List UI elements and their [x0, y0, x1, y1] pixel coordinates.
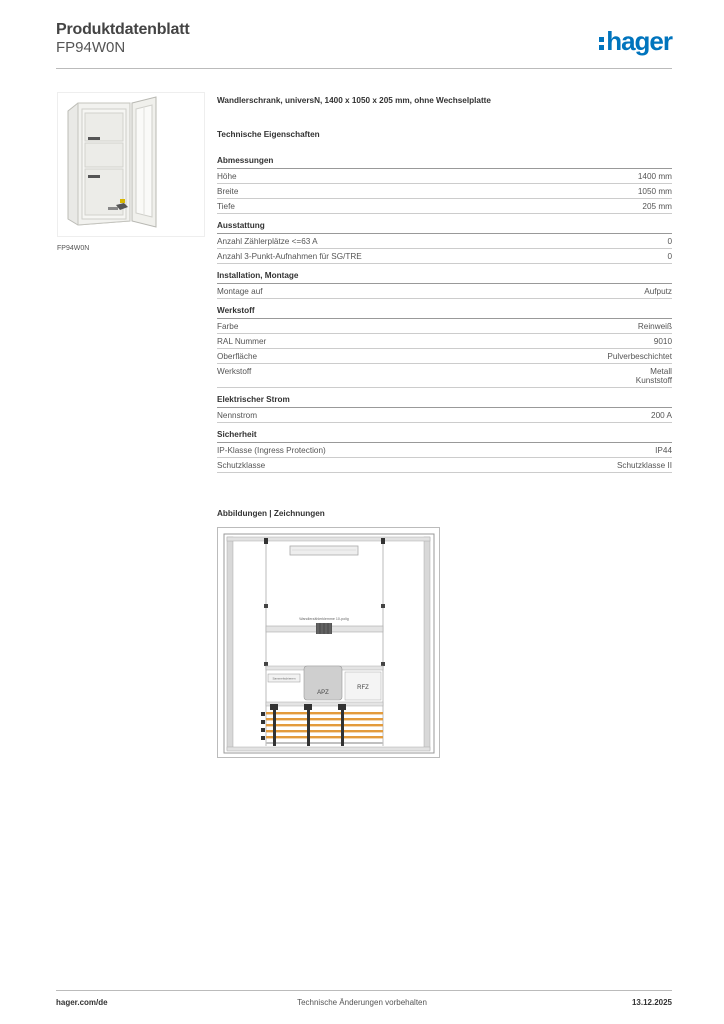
- spec-label: Farbe: [217, 322, 239, 331]
- logo-text: hager: [606, 26, 672, 56]
- spec-section: [217, 221, 672, 264]
- section-title: Werkstoff: [217, 306, 672, 319]
- spec-label: Montage auf: [217, 287, 263, 296]
- drawing-label-apz: APZ: [317, 690, 329, 696]
- technical-data: [217, 96, 672, 480]
- spec-label: Anzahl Zählerplätze <=63 A: [217, 237, 318, 246]
- section-title: Elektrischer Strom: [217, 395, 672, 408]
- spec-label: Oberfläche: [217, 352, 258, 361]
- footer-date: 13.12.2025: [631, 998, 672, 1007]
- spec-label: Breite: [217, 187, 239, 196]
- spec-section: [217, 395, 672, 423]
- spec-value: 0: [667, 237, 672, 246]
- drawing-label-left: Sammelschienen: [272, 676, 296, 681]
- spec-row: [217, 199, 672, 214]
- spec-value: 9010: [653, 337, 672, 346]
- photo-caption: FP94W0N: [57, 245, 90, 252]
- spec-label: Werkstoff: [217, 367, 252, 376]
- spec-value: Aufputz: [644, 287, 672, 296]
- spec-sections: [217, 156, 672, 473]
- footer-divider: [56, 990, 672, 991]
- spec-value: 205 mm: [642, 202, 672, 211]
- spec-row: [217, 349, 672, 364]
- spec-row: [217, 334, 672, 349]
- cabinet-photo-icon: [58, 93, 204, 236]
- section-title: Abmessungen: [217, 156, 672, 169]
- spec-label: Tiefe: [217, 202, 235, 211]
- drawings-heading: Abbildungen | Zeichnungen: [217, 509, 325, 518]
- spec-value: 0: [667, 252, 672, 261]
- busbars: [266, 712, 383, 744]
- header-divider: [56, 68, 672, 69]
- spec-row: [217, 249, 672, 264]
- spec-row: [217, 184, 672, 199]
- spec-value: Reinweiß: [637, 322, 672, 331]
- spec-value: 1400 mm: [637, 172, 672, 181]
- footer-note: Technische Änderungen vorbehalten: [297, 998, 427, 1007]
- spec-row: [217, 234, 672, 249]
- product-photo: [57, 92, 205, 237]
- spec-row: [217, 169, 672, 184]
- spec-section: [217, 306, 672, 388]
- tech-properties-heading: Technische Eigenschaften: [217, 130, 320, 139]
- spec-label: Schutzklasse: [217, 461, 266, 470]
- spec-row: [217, 443, 672, 458]
- logo-colon-icon: [599, 37, 604, 50]
- drawing-label-terminal: Wandlerzählerklemme 10-polig: [299, 617, 349, 621]
- cabinet-drawing-icon: [218, 528, 439, 757]
- spec-label: IP-Klasse (Ingress Protection): [217, 446, 326, 455]
- spec-row: [217, 284, 672, 299]
- spec-value: IP44: [655, 446, 672, 455]
- spec-row: [217, 364, 672, 388]
- spec-label: Anzahl 3-Punkt-Aufnahmen für SG/TRE: [217, 252, 362, 261]
- spec-row: [217, 319, 672, 334]
- spec-row: [217, 458, 672, 473]
- spec-section: [217, 271, 672, 299]
- spec-label: Höhe: [217, 172, 237, 181]
- spec-value: Schutzklasse II: [616, 461, 672, 470]
- spec-value: 200 A: [651, 411, 672, 420]
- spec-label: RAL Nummer: [217, 337, 267, 346]
- section-title: Ausstattung: [217, 221, 672, 234]
- footer-website-link[interactable]: hager.com/de: [56, 998, 108, 1007]
- spec-value: Metall Kunststoff: [635, 367, 672, 385]
- drawing-label-rfz: RFZ: [357, 685, 369, 691]
- technical-drawing: [217, 527, 440, 758]
- spec-section: [217, 430, 672, 473]
- hager-logo[interactable]: [599, 26, 672, 56]
- product-code: FP94W0N: [56, 39, 126, 56]
- product-description: Wandlerschrank, universN, 1400 x 1050 x 205 mm, ohne Wechselplatte: [217, 96, 491, 105]
- spec-row: [217, 408, 672, 423]
- spec-value: 1050 mm: [637, 187, 672, 196]
- spec-label: Nennstrom: [217, 411, 258, 420]
- page-title: Produktdatenblatt: [56, 21, 190, 38]
- section-title: Installation, Montage: [217, 271, 672, 284]
- spec-section: [217, 156, 672, 214]
- spec-value: Pulverbeschichtet: [607, 352, 672, 361]
- section-title: Sicherheit: [217, 430, 672, 443]
